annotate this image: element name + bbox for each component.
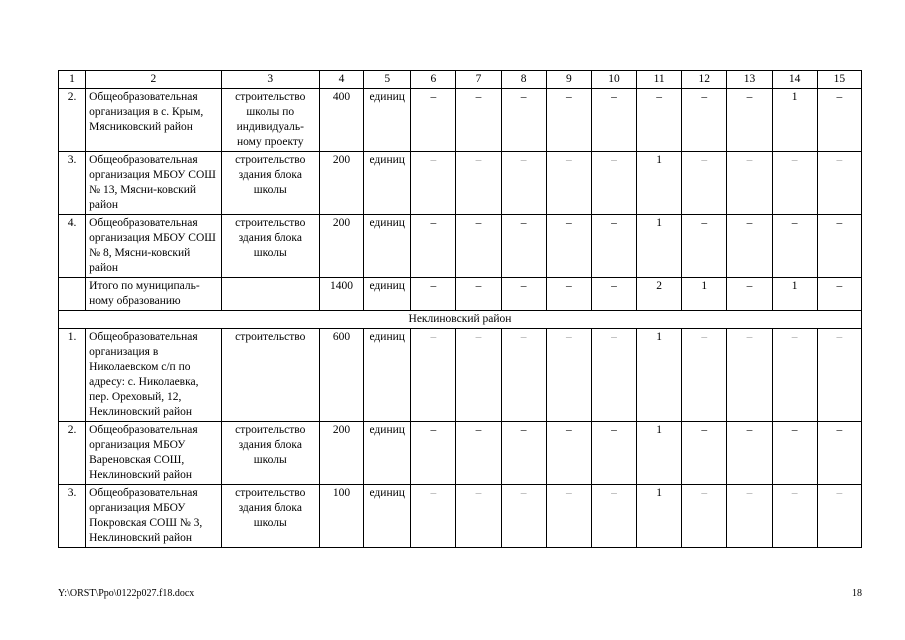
year-value-cell: – xyxy=(411,422,456,485)
year-value-cell: – xyxy=(817,278,861,311)
year-value-cell: – xyxy=(727,215,772,278)
year-value-cell: – xyxy=(591,89,636,152)
year-value-cell: – xyxy=(456,329,501,422)
column-number-header: 13 xyxy=(727,71,772,89)
organization-name: Общеобразовательная организация МБОУ Покровская СОШ № 3, Неклиновский район xyxy=(86,485,222,548)
row-number: 2. xyxy=(59,422,86,485)
year-value-cell: – xyxy=(456,485,501,548)
year-value-cell: – xyxy=(546,89,591,152)
section-title: Неклиновский район xyxy=(59,311,862,329)
construction-type: строительство здания блока школы xyxy=(221,215,319,278)
year-value-cell: – xyxy=(772,215,817,278)
year-value-cell: – xyxy=(456,278,501,311)
year-value-cell: – xyxy=(546,422,591,485)
construction-type: строительство школы по индивидуаль-ному проекту xyxy=(221,89,319,152)
year-value-cell: – xyxy=(727,422,772,485)
year-value-cell: 1 xyxy=(637,329,682,422)
column-number-header: 14 xyxy=(772,71,817,89)
column-number-header: 10 xyxy=(591,71,636,89)
year-value-cell: – xyxy=(772,422,817,485)
construction-type: строительство здания блока школы xyxy=(221,422,319,485)
year-value-cell: – xyxy=(727,152,772,215)
year-value-cell: – xyxy=(817,485,861,548)
year-value-cell: – xyxy=(772,485,817,548)
year-value-cell: – xyxy=(501,422,546,485)
capacity-value: 200 xyxy=(319,152,363,215)
year-value-cell: 1 xyxy=(637,152,682,215)
year-value-cell: – xyxy=(546,152,591,215)
capacity-value: 600 xyxy=(319,329,363,422)
year-value-cell: – xyxy=(772,152,817,215)
year-value-cell: – xyxy=(682,422,727,485)
year-value-cell: – xyxy=(546,278,591,311)
column-number-header: 1 xyxy=(59,71,86,89)
table-row xyxy=(59,89,862,152)
year-value-cell: – xyxy=(501,89,546,152)
column-number-header: 11 xyxy=(637,71,682,89)
unit-of-measure: единиц xyxy=(364,89,411,152)
footer-page-number: 18 xyxy=(852,588,862,599)
capacity-value: 400 xyxy=(319,89,363,152)
year-value-cell: 1 xyxy=(772,89,817,152)
unit-of-measure: единиц xyxy=(364,215,411,278)
capacity-value: 200 xyxy=(319,422,363,485)
construction-type xyxy=(221,278,319,311)
year-value-cell: – xyxy=(501,215,546,278)
table-row xyxy=(59,485,862,548)
capacity-value: 200 xyxy=(319,215,363,278)
year-value-cell: – xyxy=(772,329,817,422)
year-value-cell: – xyxy=(411,215,456,278)
year-value-cell: 1 xyxy=(637,422,682,485)
column-number-header: 12 xyxy=(682,71,727,89)
year-value-cell: – xyxy=(637,89,682,152)
year-value-cell: – xyxy=(456,215,501,278)
footer-file-path: Y:\ORST\Ppo\0122p027.f18.docx xyxy=(58,588,195,599)
investment-table xyxy=(58,70,862,548)
column-number-header: 9 xyxy=(546,71,591,89)
row-number: 4. xyxy=(59,215,86,278)
year-value-cell: – xyxy=(682,215,727,278)
year-value-cell: – xyxy=(411,329,456,422)
year-value-cell: – xyxy=(411,485,456,548)
year-value-cell: – xyxy=(501,329,546,422)
year-value-cell: – xyxy=(591,152,636,215)
year-value-cell: – xyxy=(591,485,636,548)
column-number-header: 15 xyxy=(817,71,861,89)
capacity-value: 1400 xyxy=(319,278,363,311)
unit-of-measure: единиц xyxy=(364,422,411,485)
year-value-cell: – xyxy=(817,215,861,278)
column-number-header: 2 xyxy=(86,71,222,89)
year-value-cell: – xyxy=(411,89,456,152)
year-value-cell: – xyxy=(682,89,727,152)
organization-name: Общеобразовательная организация МБОУ Вареновская СОШ, Неклиновский район xyxy=(86,422,222,485)
year-value-cell: – xyxy=(411,278,456,311)
year-value-cell: – xyxy=(682,152,727,215)
year-value-cell: – xyxy=(591,278,636,311)
column-number-header: 6 xyxy=(411,71,456,89)
capacity-value: 100 xyxy=(319,485,363,548)
table-row xyxy=(59,215,862,278)
construction-type: строительство здания блока школы xyxy=(221,485,319,548)
year-value-cell: 1 xyxy=(637,215,682,278)
year-value-cell: – xyxy=(501,278,546,311)
organization-name: Общеобразовательная организация МБОУ СОШ № 8, Мясни-ковский район xyxy=(86,215,222,278)
row-number: 1. xyxy=(59,329,86,422)
column-number-header: 3 xyxy=(221,71,319,89)
year-value-cell: 2 xyxy=(637,278,682,311)
unit-of-measure: единиц xyxy=(364,152,411,215)
row-number: 3. xyxy=(59,485,86,548)
organization-name: Общеобразовательная организация МБОУ СОШ № 13, Мясни-ковский район xyxy=(86,152,222,215)
year-value-cell: – xyxy=(591,329,636,422)
year-value-cell: – xyxy=(591,215,636,278)
section-header-row xyxy=(59,311,862,329)
column-number-header: 7 xyxy=(456,71,501,89)
row-number xyxy=(59,278,86,311)
column-number-header: 4 xyxy=(319,71,363,89)
year-value-cell: 1 xyxy=(682,278,727,311)
year-value-cell: 1 xyxy=(637,485,682,548)
organization-name: Итого по муниципаль-ному образованию xyxy=(86,278,222,311)
year-value-cell: – xyxy=(546,215,591,278)
year-value-cell: – xyxy=(456,89,501,152)
year-value-cell: – xyxy=(817,152,861,215)
year-value-cell: – xyxy=(727,89,772,152)
table-row xyxy=(59,152,862,215)
year-value-cell: 1 xyxy=(772,278,817,311)
row-number: 3. xyxy=(59,152,86,215)
year-value-cell: – xyxy=(501,152,546,215)
unit-of-measure: единиц xyxy=(364,329,411,422)
year-value-cell: – xyxy=(501,485,546,548)
unit-of-measure: единиц xyxy=(364,278,411,311)
column-number-header: 8 xyxy=(501,71,546,89)
total-row xyxy=(59,278,862,311)
year-value-cell: – xyxy=(727,278,772,311)
year-value-cell: – xyxy=(682,485,727,548)
year-value-cell: – xyxy=(546,329,591,422)
unit-of-measure: единиц xyxy=(364,485,411,548)
year-value-cell: – xyxy=(546,485,591,548)
year-value-cell: – xyxy=(817,329,861,422)
table-row xyxy=(59,422,862,485)
year-value-cell: – xyxy=(817,89,861,152)
row-number: 2. xyxy=(59,89,86,152)
year-value-cell: – xyxy=(727,485,772,548)
organization-name: Общеобразовательная организация в Николаевском с/п по адресу: с. Николаевка, пер. Ореховый, 12, Неклиновский район xyxy=(86,329,222,422)
table-header-row xyxy=(59,71,862,89)
year-value-cell: – xyxy=(456,152,501,215)
year-value-cell: – xyxy=(456,422,501,485)
construction-type: строительство xyxy=(221,329,319,422)
year-value-cell: – xyxy=(727,329,772,422)
construction-type: строительство здания блока школы xyxy=(221,152,319,215)
year-value-cell: – xyxy=(817,422,861,485)
year-value-cell: – xyxy=(682,329,727,422)
table-row xyxy=(59,329,862,422)
organization-name: Общеобразовательная организация в с. Крым, Мясниковский район xyxy=(86,89,222,152)
column-number-header: 5 xyxy=(364,71,411,89)
year-value-cell: – xyxy=(591,422,636,485)
year-value-cell: – xyxy=(411,152,456,215)
